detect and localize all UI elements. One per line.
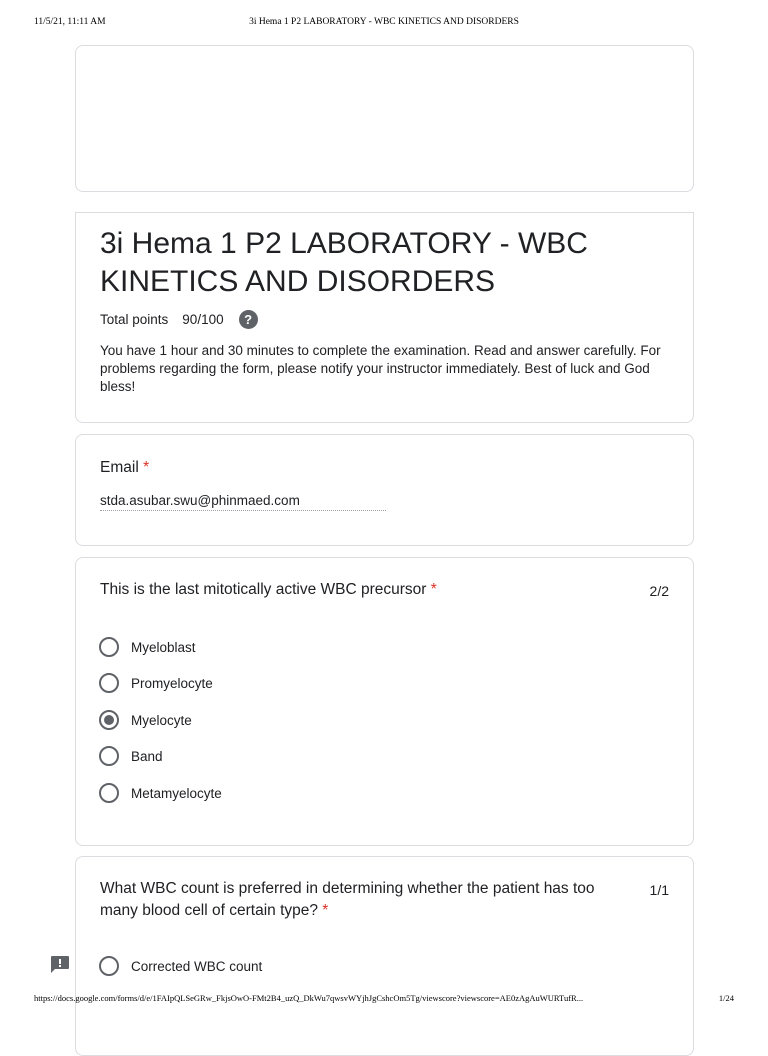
page-number: 1/24: [718, 993, 734, 1003]
option-label: Myeloblast: [131, 639, 196, 655]
question-title: [100, 878, 630, 922]
radio-button[interactable]: [99, 956, 119, 976]
radio-button[interactable]: [99, 637, 119, 657]
radio-button[interactable]: [99, 746, 119, 766]
question-card: [75, 856, 694, 1056]
question-score: 2/2: [649, 583, 669, 599]
required-mark: *: [143, 459, 150, 476]
form-description: You have 1 hour and 30 minutes to complete the examination. Read and answer carefully. For problems regarding the form, please notify your instructor immediately. Best of luck and God bless!: [100, 343, 661, 394]
print-header: [0, 17, 768, 31]
email-label: [100, 457, 149, 479]
email-label-text: Email: [100, 459, 139, 476]
print-url: https://docs.google.com/forms/d/e/1FAIpQLSeGRw_FkjsOwO-FMt2B4_uzQ_DkWu7qwsvWYjhJgCshcOm5Tg/viewscore?viewscore=AE0zAgAuWURTufR...: [34, 993, 584, 1003]
radio-option-band[interactable]: [99, 745, 163, 767]
required-mark: *: [430, 581, 437, 598]
option-label: Promyelocyte: [131, 675, 213, 691]
total-points-label: Total points: [100, 311, 169, 327]
radio-option-metamyelocyte[interactable]: [99, 782, 222, 804]
total-points: [100, 307, 258, 331]
question-card: [75, 557, 694, 846]
radio-option-myeloblast[interactable]: [99, 636, 196, 658]
question-text: This is the last mitotically active WBC precursor: [100, 581, 427, 598]
print-title: 3i Hema 1 P2 LABORATORY - WBC KINETICS AND DISORDERS: [249, 17, 519, 27]
required-mark: *: [322, 902, 329, 919]
question-score: 1/1: [649, 882, 669, 898]
option-label: Corrected WBC count: [131, 958, 263, 974]
radio-option-promyelocyte[interactable]: [99, 672, 213, 694]
email-field: stda.asubar.swu@phinmaed.com: [100, 493, 386, 511]
radio-button[interactable]: [99, 673, 119, 693]
form-title: 3i Hema 1 P2 LABORATORY - WBC KINETICS AND DISORDERS: [100, 227, 588, 298]
total-points-value: 90/100: [182, 311, 224, 327]
radio-button-selected[interactable]: [99, 710, 119, 730]
radio-option-corrected-wbc-count[interactable]: [99, 955, 262, 977]
form-header-card: [75, 212, 694, 423]
option-label: Metamyelocyte: [131, 785, 222, 801]
radio-button[interactable]: [99, 783, 119, 803]
question-title: [100, 579, 437, 601]
email-card: [75, 434, 694, 546]
option-label: Band: [131, 748, 163, 764]
radio-option-myelocyte[interactable]: [99, 709, 192, 731]
form-banner: [75, 45, 694, 192]
print-datetime: 11/5/21, 11:11 AM: [34, 17, 106, 27]
feedback-icon[interactable]: [49, 955, 70, 974]
option-label: Myelocyte: [131, 712, 192, 728]
print-footer: [0, 993, 768, 1007]
help-icon[interactable]: ?: [239, 310, 258, 329]
question-text: What WBC count is preferred in determining whether the patient has too many blood cell of certain type?: [100, 880, 595, 919]
